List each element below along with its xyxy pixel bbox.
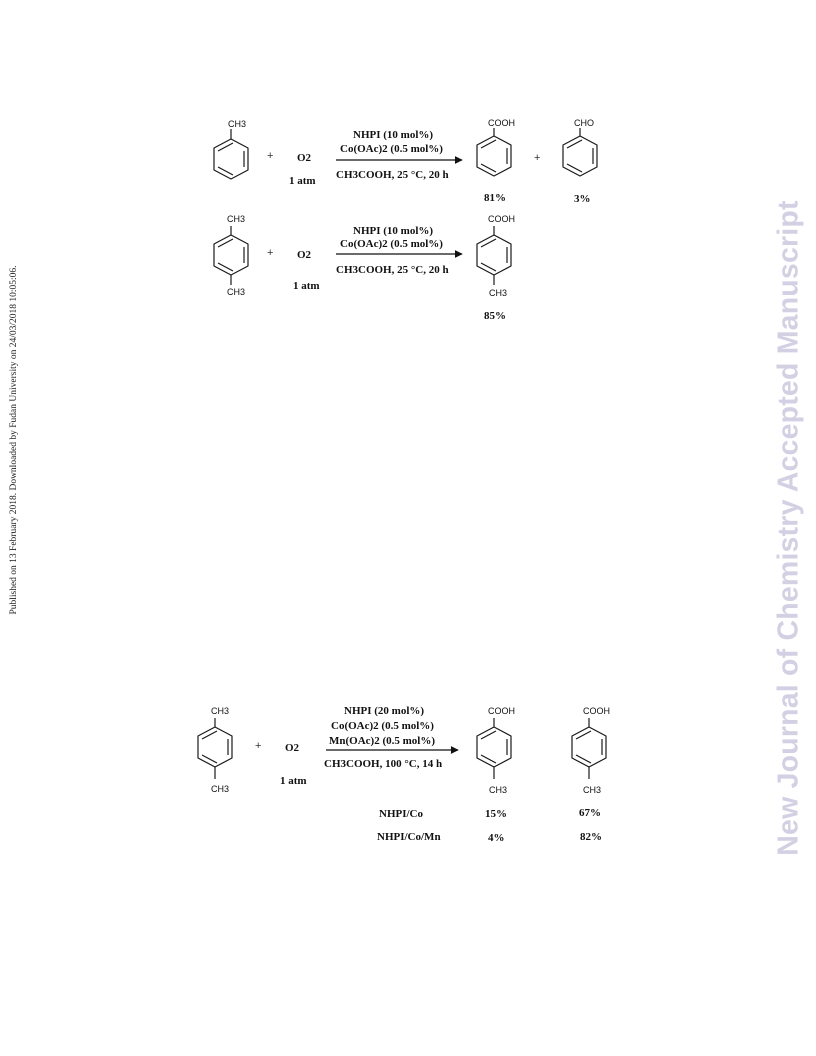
condition-catalyst: NHPI (10 mol%) xyxy=(353,129,434,141)
condition-cocatalyst: Co(OAc)2 (0.5 mol%) xyxy=(331,720,434,732)
carboxyl-label: COOH xyxy=(488,706,515,716)
scheme-2 xyxy=(214,214,515,322)
yield-benzaldehyde: 3% xyxy=(574,193,591,205)
pressure-label: 1 atm xyxy=(280,775,307,787)
benzaldehyde-structure xyxy=(563,118,597,176)
condition-cocatalyst-2: Mn(OAc)2 (0.5 mol%) xyxy=(329,735,436,747)
p-toluic-acid-structure xyxy=(477,706,515,795)
condition-catalyst: NHPI (20 mol%) xyxy=(344,705,425,717)
condition-cocatalyst: Co(OAc)2 (0.5 mol%) xyxy=(340,238,443,250)
p-toluic-acid-structure xyxy=(477,214,515,298)
plus-sign: + xyxy=(267,247,274,259)
methyl-bottom-label: CH3 xyxy=(227,287,246,297)
yield-cell: 15% xyxy=(485,808,507,820)
carboxyl-label: COOH xyxy=(583,706,610,716)
yield-p-toluic-acid: 85% xyxy=(484,310,506,322)
methyl-bottom-label: CH3 xyxy=(211,784,230,794)
methyl-label: CH3 xyxy=(583,785,602,795)
carboxyl-label: COOH xyxy=(488,214,515,224)
scheme-3 xyxy=(198,705,610,844)
pressure-label: 1 atm xyxy=(289,175,316,187)
plus-sign: + xyxy=(534,152,541,164)
oxygen-label: O2 xyxy=(297,152,312,164)
published-note: Published on 13 February 2018. Downloaded by Fudan University on 24/03/2018 10:05:06. xyxy=(9,265,19,615)
plus-sign: + xyxy=(255,740,262,752)
toluene-structure xyxy=(214,119,248,179)
yield-cell: 82% xyxy=(580,831,602,843)
benzoic-acid-structure xyxy=(477,118,515,176)
plus-sign: + xyxy=(267,150,274,162)
oxygen-label: O2 xyxy=(297,249,312,261)
condition-catalyst: NHPI (10 mol%) xyxy=(353,225,434,237)
carboxyl-label: COOH xyxy=(488,118,515,128)
methyl-top-label: CH3 xyxy=(211,706,230,716)
catalyst-label: NHPI/Co/Mn xyxy=(377,831,441,843)
p-toluic-acid-structure-2 xyxy=(572,706,610,795)
yield-table xyxy=(377,807,602,844)
journal-watermark: New Journal of Chemistry Accepted Manuscript xyxy=(772,200,805,856)
yield-cell: 4% xyxy=(488,832,505,844)
condition-solvent: CH3COOH, 25 °C, 20 h xyxy=(336,169,449,181)
condition-solvent: CH3COOH, 100 °C, 14 h xyxy=(324,758,443,770)
yield-benzoic-acid: 81% xyxy=(484,192,506,204)
p-xylene-structure xyxy=(214,214,248,297)
yield-cell: 67% xyxy=(579,807,601,819)
p-xylene-structure xyxy=(198,706,232,794)
condition-cocatalyst: Co(OAc)2 (0.5 mol%) xyxy=(340,143,443,155)
methyl-label: CH3 xyxy=(489,288,508,298)
catalyst-label: NHPI/Co xyxy=(379,808,423,820)
oxygen-label: O2 xyxy=(285,742,300,754)
methyl-top-label: CH3 xyxy=(227,214,246,224)
methyl-label: CH3 xyxy=(489,785,508,795)
scheme-1 xyxy=(214,118,597,205)
aldehyde-label: CHO xyxy=(574,118,594,128)
pressure-label: 1 atm xyxy=(293,280,320,292)
toluene-methyl-label: CH3 xyxy=(228,119,247,129)
condition-solvent: CH3COOH, 25 °C, 20 h xyxy=(336,264,449,276)
